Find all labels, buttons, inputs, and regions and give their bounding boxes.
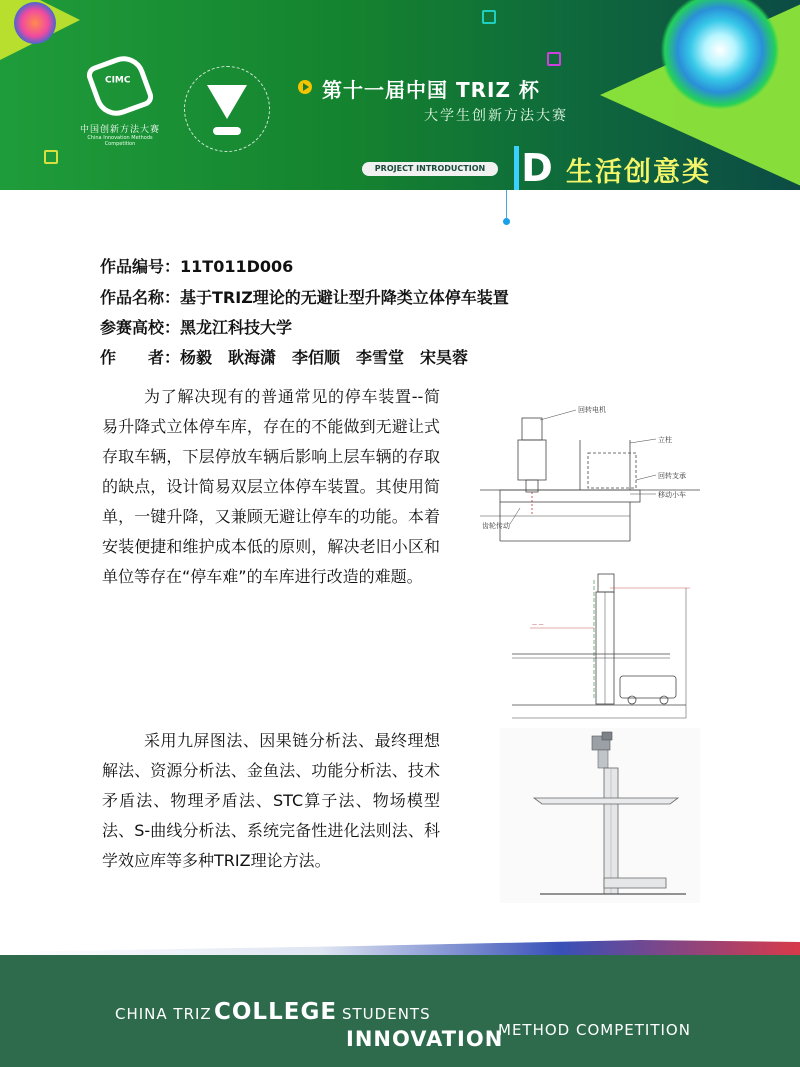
footer-students: STUDENTS xyxy=(342,1005,431,1023)
fig1-label-cart: 移动小车 xyxy=(658,491,686,499)
competition-title: 第十一届中国 TRIZ 杯 xyxy=(322,78,540,102)
fig1-label-motor: 回转电机 xyxy=(578,406,606,414)
fig1-label-column: 立柱 xyxy=(658,436,672,444)
info-value: 黑龙江科技大学 xyxy=(180,318,293,337)
figure-elevation-drawing xyxy=(510,568,700,720)
section-drawing-svg xyxy=(480,398,700,543)
decor-square xyxy=(44,150,58,164)
play-icon xyxy=(298,80,312,94)
triz-emblem-icon xyxy=(207,85,247,119)
category-dot xyxy=(503,218,510,225)
category-letter: D xyxy=(514,146,555,190)
info-value: 11T011D006 xyxy=(180,257,294,276)
project-introduction-badge: PROJECT INTRODUCTION xyxy=(362,162,498,176)
description-paragraph: 为了解决现有的普通常见的停车装置--简易升降式立体停车库，存在的不能做到无避让式存取车辆，下层停放车辆后影响上层车辆的存取的缺点，设计简易双层立体停车装置。其使用简单，一键升降，又兼顾无避让停车的功能。本着安装便捷和维护成本低的原则，解决老旧小区和单位等存在“停车难”的车库进行改造的难题。 xyxy=(102,387,440,586)
category-name: 生活创意类 xyxy=(566,157,711,188)
info-work-number xyxy=(100,254,293,277)
cimc-logo-en: China Innovation Methods Competition xyxy=(87,135,153,147)
footer-college: COLLEGE xyxy=(214,999,338,1025)
footer-china-triz: CHINA TRIZ xyxy=(115,1005,212,1023)
footer-method-competition: METHOD COMPETITION xyxy=(498,1021,691,1039)
methods-paragraph: 采用九屏图法、因果链分析法、最终理想解法、资源分析法、金鱼法、功能分析法、技术矛盾法、物理矛盾法、STC算子法、物场模型法、S-曲线分析法、系统完备性进化法则法、科学效应库等多种TRIZ理论方法。 xyxy=(102,731,440,870)
info-label: 作品编号： xyxy=(100,257,181,276)
render-svg xyxy=(500,728,700,903)
decor-square xyxy=(482,10,496,24)
figure-section-drawing xyxy=(480,398,700,543)
footer-band xyxy=(0,955,800,1067)
info-value: 杨毅 耿海潇 李佰顺 李雪堂 宋昊蓉 xyxy=(180,348,469,367)
cimc-logo-text: 中国创新方法大赛 xyxy=(80,125,161,135)
triz-competition-logo xyxy=(184,66,270,152)
triz-emblem-tag xyxy=(213,127,241,135)
fig1-label-bearing: 回转支承 xyxy=(658,472,686,480)
competition-subtitle: 大学生创新方法大赛 xyxy=(424,108,568,124)
info-label: 作 者： xyxy=(100,348,181,367)
category-divider xyxy=(506,190,507,220)
info-authors xyxy=(100,345,468,368)
info-label: 参赛高校： xyxy=(100,318,181,337)
info-label: 作品名称： xyxy=(100,288,181,307)
fig1-label-gear: 齿轮传动 xyxy=(482,522,510,530)
info-value: 基于TRIZ理论的无避让型升降类立体停车装置 xyxy=(180,288,509,307)
decor-orb-left xyxy=(14,2,56,44)
footer-innovation: INNOVATION xyxy=(346,1027,504,1051)
elevation-drawing-svg xyxy=(510,568,700,720)
cimc-logo-icon: CIMC xyxy=(84,50,156,122)
info-work-title xyxy=(100,285,509,308)
fig2-dimension-label: — — xyxy=(532,622,544,628)
decor-square xyxy=(547,52,561,66)
info-university xyxy=(100,315,292,338)
figure-3d-render xyxy=(500,728,700,903)
cimc-logo xyxy=(80,58,161,147)
